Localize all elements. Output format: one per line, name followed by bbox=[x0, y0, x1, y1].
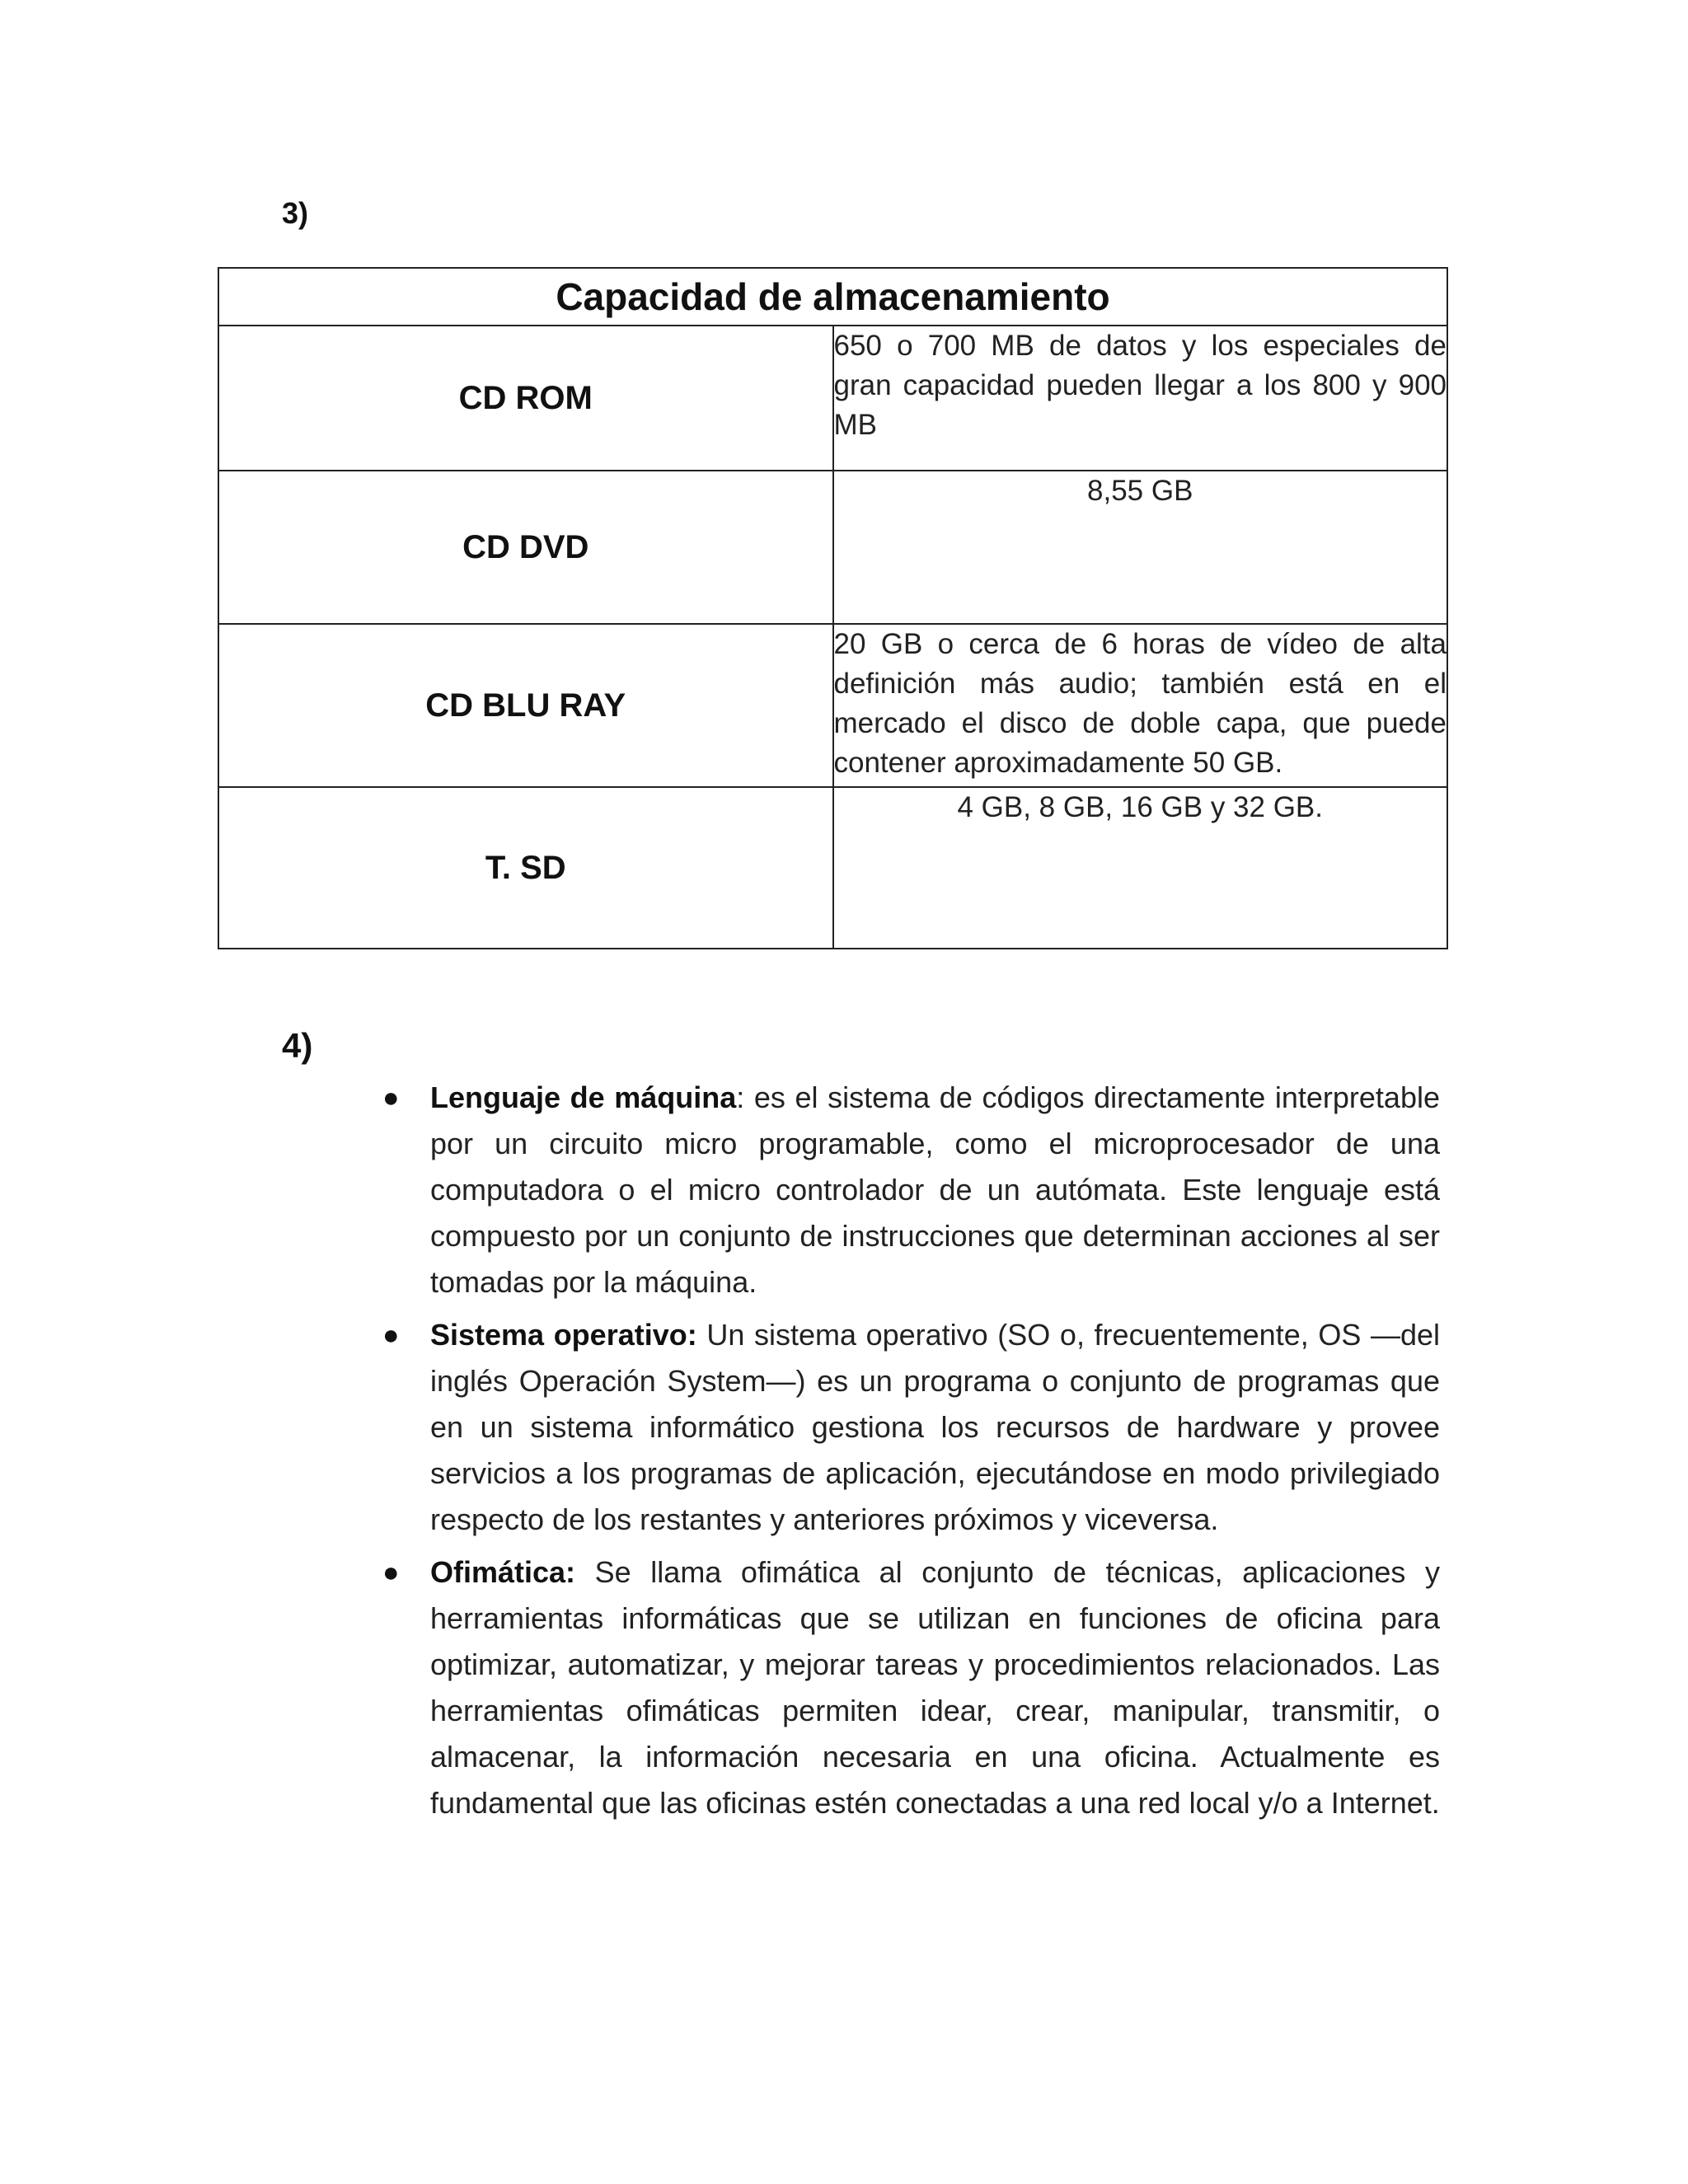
row-label-cd-dvd: CD DVD bbox=[218, 471, 833, 624]
term-sistema-operativo: Sistema operativo: bbox=[430, 1318, 697, 1352]
row-value-t-sd: 4 GB, 8 GB, 16 GB y 32 GB. bbox=[833, 787, 1448, 949]
definitions-list bbox=[0, 1075, 1688, 1833]
list-item bbox=[382, 1549, 1440, 1826]
table-row bbox=[218, 787, 1447, 949]
list-item bbox=[382, 1312, 1440, 1543]
term-ofimatica: Ofimática: bbox=[430, 1555, 576, 1589]
definition-text: Se llama ofimática al conjunto de técnicas, aplicaciones y herramientas informáticas que se utilizan en funciones de oficina para optimizar, automatizar, y mejorar tareas y procedimientos relacionados. Las herramientas ofimáticas permiten idear, crear, manipular, transmitir, o almacenar, la información necesaria en una oficina. Actualmente es fundamental que las oficinas estén conectadas a una red local y/o a Internet. bbox=[430, 1555, 1440, 1820]
table-row bbox=[218, 326, 1447, 471]
bullet-icon: ● bbox=[382, 1082, 400, 1113]
row-label-t-sd: T. SD bbox=[218, 787, 833, 949]
definition-text: es el sistema de códigos directamente interpretable por un circuito micro programable, como el microprocesador de una computadora o el micro controlador de un autómata. Este lenguaje está compuesto por un conjunto de instrucciones que determinan acciones al ser tomadas por la máquina. bbox=[430, 1080, 1440, 1299]
row-label-cd-rom: CD ROM bbox=[218, 326, 833, 471]
bullet-icon: ● bbox=[382, 1319, 400, 1351]
section-4-number: 4) bbox=[282, 1026, 313, 1065]
bullet-icon: ● bbox=[382, 1557, 400, 1588]
table-row bbox=[218, 471, 1447, 624]
table-title: Capacidad de almacenamiento bbox=[218, 268, 1447, 326]
section-3-number: 3) bbox=[282, 196, 309, 230]
row-value-cd-blu-ray: 20 GB o cerca de 6 horas de vídeo de alta definición más audio; también está en el mercado el disco de doble capa, que puede contener aproximadamente 50 GB. bbox=[833, 624, 1448, 787]
row-value-cd-rom: 650 o 700 MB de datos y los especiales de gran capacidad pueden llegar a los 800 y 900 MB bbox=[833, 326, 1448, 471]
row-value-cd-dvd: 8,55 GB bbox=[833, 471, 1448, 624]
table-row bbox=[218, 624, 1447, 787]
row-label-cd-blu-ray: CD BLU RAY bbox=[218, 624, 833, 787]
definition-text: Un sistema operativo (SO o, frecuentemente, OS —del inglés Operación System—) es un programa o conjunto de programas que en un sistema informático gestiona los recursos de hardware y provee servicios a los programas de aplicación, ejecutándose en modo privilegiado respecto de los restantes y anteriores próximos y viceversa. bbox=[430, 1318, 1440, 1536]
storage-capacity-table bbox=[218, 267, 1448, 949]
term-lenguaje-de-maquina: Lenguaje de máquina bbox=[430, 1080, 737, 1114]
term-separator: : bbox=[736, 1080, 745, 1114]
list-item bbox=[382, 1075, 1440, 1305]
